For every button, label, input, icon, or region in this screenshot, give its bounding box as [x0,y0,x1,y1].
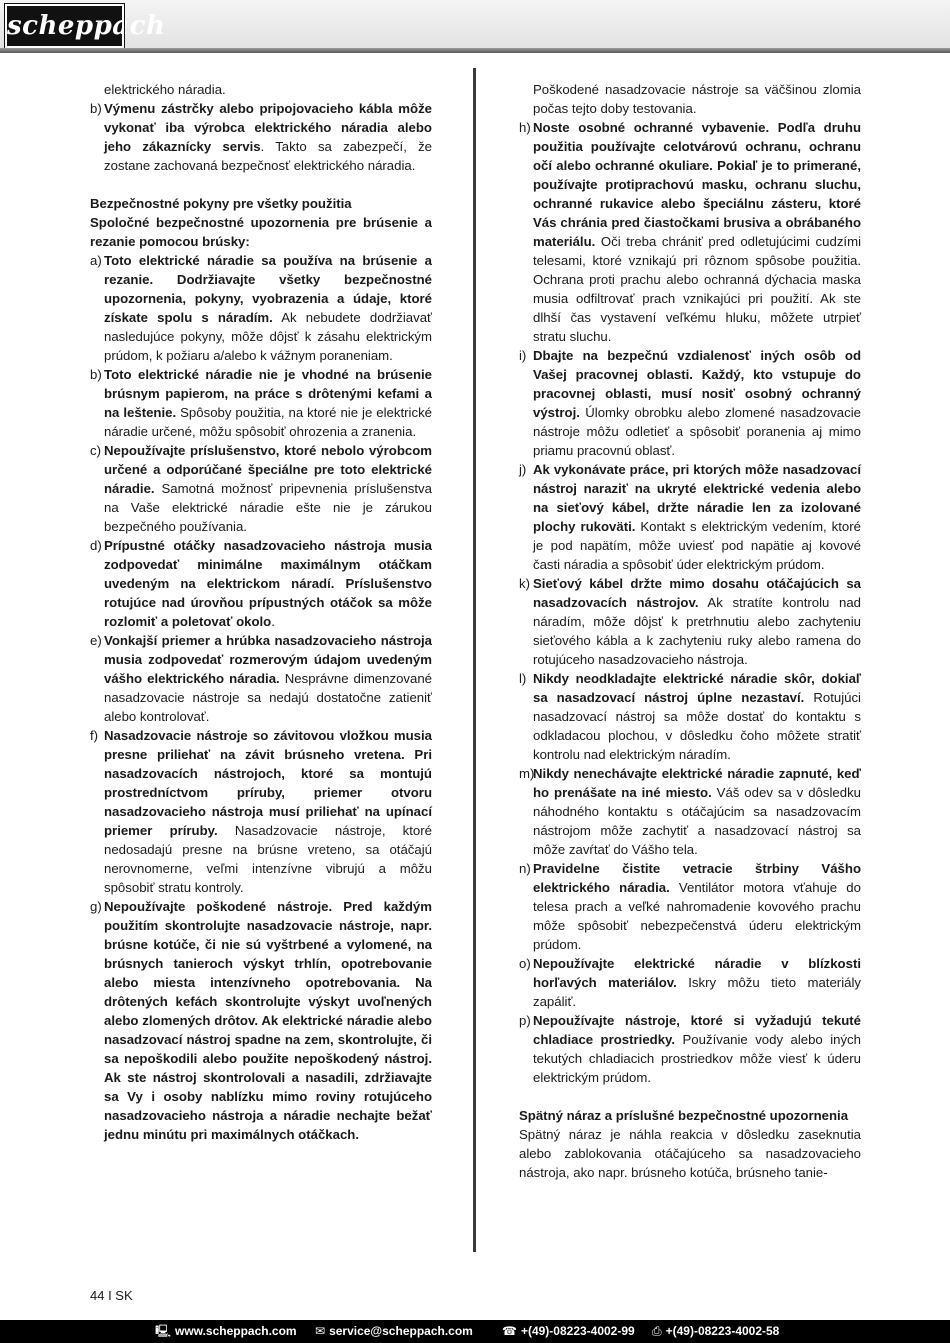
item-label: b) [90,101,102,116]
page-number: 44 I SK [90,1288,133,1303]
list-item [90,726,432,897]
item-text: Nasadzovacie nástroje, ktoré nedosadajú presne na brúsne vreteno, sa otáčajú nerovnomerne, veľmi intenzívne vibrujú a môžu spôsobiť stratu kontroly. [104,823,432,895]
item-bold-text: Nikdy nenechávajte elektrické náradie zapnuté, keď ho prenášate na iné miesto. [533,766,861,800]
item-label: m) [519,766,535,781]
list-item [90,365,432,441]
list-item [90,631,432,726]
list-item [519,346,861,460]
page-footer [0,1320,950,1343]
item-label: c) [90,443,101,458]
footer-website-text: www.scheppach.com [175,1324,297,1338]
list-item [519,1011,861,1087]
item-text: Úlomky obrobku alebo zlomené nasadzovacie nástroje môžu odletieť a spôsobiť poranenia aj mimo priamu pracovnú oblasť. [533,405,861,458]
page-header [0,0,950,50]
list-item [90,251,432,365]
item-bold-text: Nepoužívajte príslušenstvo, ktoré nebolo výrobcom určené a odporúčané špeciálne pre toto elektrické náradie. [104,443,432,496]
right-column [519,80,861,1182]
item-bold-text: Vonkajší priemer a hrúbka nasadzovacieho nástroja musia zodpovedať rozmerovým údajom uvedeným vášho elektrického náradia. [104,633,432,686]
item-label: d) [90,538,102,553]
list-item [519,460,861,574]
item-label: i) [519,348,527,363]
item-bold-text: Noste osobné ochranné vybavenie. Podľa druhu použitia používajte celotvárovú ochranu, ochranu očí alebo ochranné okuliare. Pokiaľ je to primerané, používajte protiprachovú masku, ochranu sluchu, ochranné rukavice alebo špeciálnu zásteru, ktoré Vás chránia pred čiastočkami brusiva a obrábaného materiálu. [533,120,861,249]
section-heading: Bezpečnostné pokyny pre všetky použitia [90,196,352,211]
item-text: Iskry môžu tieto materiály zapáliť. [533,975,861,1009]
mail-icon: ✉ [315,1324,326,1338]
item-bold-text: Toto elektrické náradie nie je vhodné na brúsenie brúsnym papierom, na práce s drôtenými kefami a na leštenie. [104,367,432,420]
list-item [90,99,432,175]
footer-email[interactable] [315,1320,473,1343]
item-bold-text: Nepoužívajte nástroje, ktoré si vyžadujú tekuté chladiace prostriedky. [533,1013,861,1047]
item-text: Samotná možnosť pripevnenia príslušenstva na Vaše elektrické náradie ešte nie je zárukou bezpečného používania. [104,481,432,534]
list-item [90,536,432,631]
list-item [519,118,861,346]
list-item [519,859,861,954]
list-item [519,764,861,859]
item-label: h) [519,120,531,135]
item-text: Oči treba chrániť pred odletujúcimi cudzími telesami, ktoré vznikajú pri rôznom spôsobe použitia. Ochrana proti prachu alebo ochranná dýchacia maska musia odfiltrovať prach vznikajúci pri použití. Ak ste dlhší čas vystavení veľkému hluku, môžete utrpieť stratu sluchu. [533,234,861,344]
item-label: a) [90,253,102,268]
item-label: o) [519,956,531,971]
item-bold-text: Výmenu zástrčky alebo pripojovacieho kábla môže vykonať iba výrobca elektrického náradia alebo jeho zákaznícky servis [104,101,432,154]
item-label: j) [519,462,527,477]
item-text: Váš odev sa v dôsledku náhodného kontaktu s otáčajúcim sa nasadzovacím nástrojom môže zachytiť a nasadzovací nástroj sa môže zavŕtať do Vášho tela. [533,785,861,857]
item-text: Kontakt s elektrickým vedením, ktoré je pod napätím, môže uviesť pod napätie aj kovové časti náradia a spôsobiť úder elektrickým prúdom. [533,519,861,572]
item-bold-text: Nepoužívajte poškodené nástroje. Pred každým použitím skontrolujte nasadzovacie nástroje, napr. brúsne kotúče, či nie sú vyštrbené a vylomené, na brúsnych tanieroch výskyt trhlín, opotrebovanie alebo miesta intenzívneho opotrebovania. Na drôtených kefách skontrolujte výskyt uvoľnených alebo zlomených drôtov. Ak elektrické náradie alebo nasadzovací nástroj spadne na zem, skontrolujte, či sa nepoškodili alebo použite nepoškodený nástroj. Ak ste nástroj skontrolovali a nasadili, zdržiavajte sa Vy i osoby nablízku mimo roviny rotujúceho nasadzovacieho nástroja a náradie nechajte bežať jednu minútu pri maximálnych otáčkach. [104,899,432,1142]
footer-fax-text: +(49)-08223-4002-58 [665,1324,780,1338]
item-text: Ventilátor motora vťahuje do telesa prach a veľké nahromadenie kovového prachu môže spôsobiť nebezpečenstvá úderu elektrickým prúdom. [533,880,861,952]
list-item [90,897,432,1144]
section-heading: Spätný náraz a príslušné bezpečnostné upozornenia [519,1108,849,1123]
item-label: g) [90,899,102,914]
item-text: Používanie vody alebo iných tekutých chladiacich prostriedkov môže viesť k úderu elektrickým prúdom. [533,1032,861,1085]
item-bold-text: Toto elektrické náradie sa používa na brúsenie a rezanie. Dodržiavajte všetky bezpečnostné upozornenia, pokyny, vyobrazenia a údaje, ktoré získate spolu s náradím. [104,253,432,325]
footer-email-text: service@scheppach.com [329,1324,473,1338]
item-bold-text: Nepoužívajte elektrické náradie v blízkosti horľavých materiálov. [533,956,861,990]
item-bold-text: Pravidelne čistite vetracie štrbiny Vášho elektrického náradia. [533,861,861,895]
item-text: Rotujúci nasadzovací nástroj sa môže dostať do kontaktu s odkladacou plochou, v dôsledku čoho môžete stratiť kontrolu nad elektrickým náradím. [533,690,861,762]
item-label: n) [519,861,531,876]
list-item [90,441,432,536]
scheppach-logo: scheppach [5,4,124,48]
section-subheading: Spoločné bezpečnostné upozornenia pre brúsenie a rezanie pomocou brúsky: [90,215,432,249]
list-item [519,954,861,1011]
left-column [90,80,432,1144]
body-text: Spätný náraz je náhla reakcia v dôsledku zaseknutia alebo zablokovania otáčajúceho sa nasadzovacieho nástroja, ako napr. brúsneho kotúča, brúsneho tanie- [519,1127,861,1180]
item-label: l) [519,671,527,686]
item-text: Ak nebudete dodržiavať nasledujúce pokyny, môže dôjsť k zásahu elektrickým prúdom, k požiaru a/alebo k vážnym poraneniam. [104,310,432,363]
item-bold-text: Sieťový kábel držte mimo dosahu otáčajúcich sa nasadzovacích nástrojov. [533,576,861,610]
phone-icon: ☎ [502,1324,517,1338]
item-text: . Takto sa zabezpečí, že zostane zachovaná bezpečnosť elektrického náradia. [104,139,432,173]
list-item [519,669,861,764]
item-label: k) [519,576,530,591]
item-text: Nesprávne dimenzované nasadzovacie nástroje sa nedajú dostatočne zatieniť alebo kontrolovať. [104,671,432,724]
item-bold-text: Prípustné otáčky nasadzovacieho nástroja musia zodpovedať minimálne maximálnym otáčkam uvedeným na elektrickom náradí. Príslušenstvo rotujúce nad úrovňou prípustných otáčok sa môže rozlomiť a poletovať okolo [104,538,432,629]
footer-fax [652,1320,779,1343]
item-text: Spôsoby použitia, na ktoré nie je elektrické náradie určené, môžu spôsobiť ohrozenia a zranenia. [104,405,432,439]
item-bold-text: Nasadzovacie nástroje so závitovou vložkou musia presne priliehať na závit brúsneho vretena. Pri nasadzovacích nástrojoch, ktoré sa montujú prostredníctvom príruby, priemer otvoru nasadzovacieho nástroja musí priliehať na upínací priemer príruby. [104,728,432,838]
column-divider [473,68,476,1252]
continued-text: Poškodené nasadzovacie nástroje sa väčšinou zlomia počas tejto doby testovania. [533,82,861,116]
item-bold-text: Nikdy neodkladajte elektrické náradie skôr, dokiaľ sa nasadzovací nástroj úplne nezastaví. [533,671,861,705]
footer-website[interactable] [155,1320,297,1343]
header-divider [0,48,950,53]
computer-icon: 🖳 [155,1324,172,1338]
fax-icon: ⎙ [652,1324,662,1338]
item-text: . [271,614,275,629]
item-label: f) [90,728,99,743]
item-label: p) [519,1013,531,1028]
footer-phone [502,1320,635,1343]
list-item [519,574,861,669]
continued-text: elektrického náradia. [104,82,226,97]
footer-phone-text: +(49)-08223-4002-99 [520,1324,635,1338]
item-label: b) [90,367,102,382]
item-bold-text: Ak vykonávate práce, pri ktorých môže nasadzovací nástroj naraziť na ukryté elektrické vedenia alebo na sieťový kábel, držte náradie len za izolované plochy rukoväti. [533,462,861,534]
item-text: Ak stratíte kontrolu nad náradím, môže dôjsť k pretrhnutiu alebo zachyteniu sieťového kábla a k zachyteniu ruky alebo ramena do rotujúceho nasadzovacieho nástroja. [533,595,861,667]
item-bold-text: Dbajte na bezpečnú vzdialenosť iných osôb od Vašej pracovnej oblasti. Každý, kto vstupuje do pracovnej oblasti, musí nosiť osobný ochranný výstroj. [533,348,861,420]
item-label: e) [90,633,102,648]
